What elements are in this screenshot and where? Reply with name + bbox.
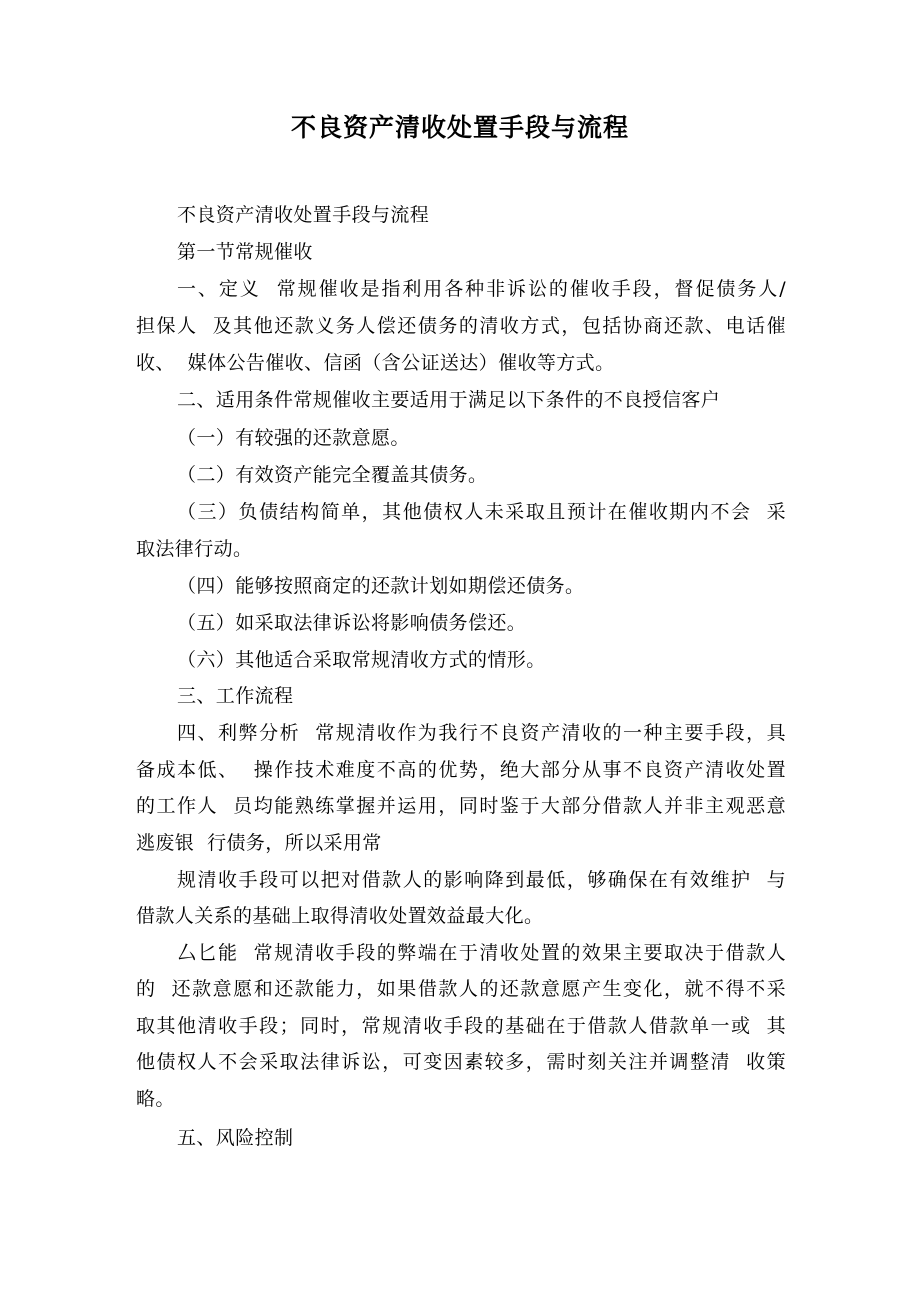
paragraph-line: 四、利弊分析 常规清收作为我行不良资产清收的一种主要手段，具 — [177, 722, 786, 744]
paragraph-line: 规清收手段可以把对借款人的影响降到最低，够确保在有效维护 与 — [177, 869, 786, 891]
section-heading: 三、工作流程 — [177, 685, 294, 707]
subtitle-line: 不良资产清收处置手段与流程 — [177, 204, 430, 226]
paragraph-line: 备成本低、 操作技术难度不高的优势，绝大部分从事不良资产清收处置 — [136, 759, 786, 781]
paragraph-line: 的 还款意愿和还款能力，如果借款人的还款意愿产生变化，就不得不采 — [136, 978, 786, 1000]
paragraph-line: 一、定义 常规催收是指利用各种非诉讼的催收手段，督促债务人/ — [177, 278, 786, 300]
list-item: （一）有较强的还款意愿。 — [177, 427, 410, 449]
paragraph-line: 取其他清收手段；同时，常规清收手段的基础在于借款人借款单一或 其 — [136, 1015, 786, 1037]
paragraph-line: 二、适用条件常规催收主要适用于满足以下条件的不良授信客户 — [177, 389, 721, 411]
paragraph-line: 略。 — [136, 1088, 175, 1110]
paragraph-line: 的工作人 员均能熟练掌握并运用，同时鉴于大部分借款人并非主观恶意 — [136, 795, 786, 817]
list-item-continued: 取法律行动。 — [136, 538, 253, 560]
list-item: （四）能够按照商定的还款计划如期偿还债务。 — [177, 575, 585, 597]
paragraph-line: 厶匕能 常规清收手段的弊端在于清收处置的效果主要取决于借款人 — [177, 942, 786, 964]
list-item: （五）如采取法律诉讼将影响债务偿还。 — [177, 612, 527, 634]
paragraph-line: 借款人关系的基础上取得清收处置效益最大化。 — [136, 905, 544, 927]
paragraph-line: 逃废银 行债务，所以采用常 — [136, 832, 382, 854]
paragraph-line: 担保人 及其他还款义务人偿还债务的清收方式，包括协商还款、电话催 — [136, 315, 786, 337]
paragraph-line: 他债权人不会采取法律诉讼，可变因素较多，需时刻关注并调整清 收策 — [136, 1051, 786, 1073]
section-heading: 五、风险控制 — [177, 1127, 294, 1149]
list-item: （二）有效资产能完全覆盖其债务。 — [177, 464, 488, 486]
list-item: （六）其他适合采取常规清收方式的情形。 — [177, 649, 546, 671]
paragraph-line: 收、 媒体公告催收、信函（含公证送达）催收等方式。 — [136, 352, 615, 374]
document-title: 不良资产清收处置手段与流程 — [290, 113, 629, 142]
section-heading: 第一节常规催收 — [177, 241, 313, 263]
list-item: （三）负债结构简单，其他债权人未采取且预计在催收期内不会 采 — [177, 501, 786, 523]
